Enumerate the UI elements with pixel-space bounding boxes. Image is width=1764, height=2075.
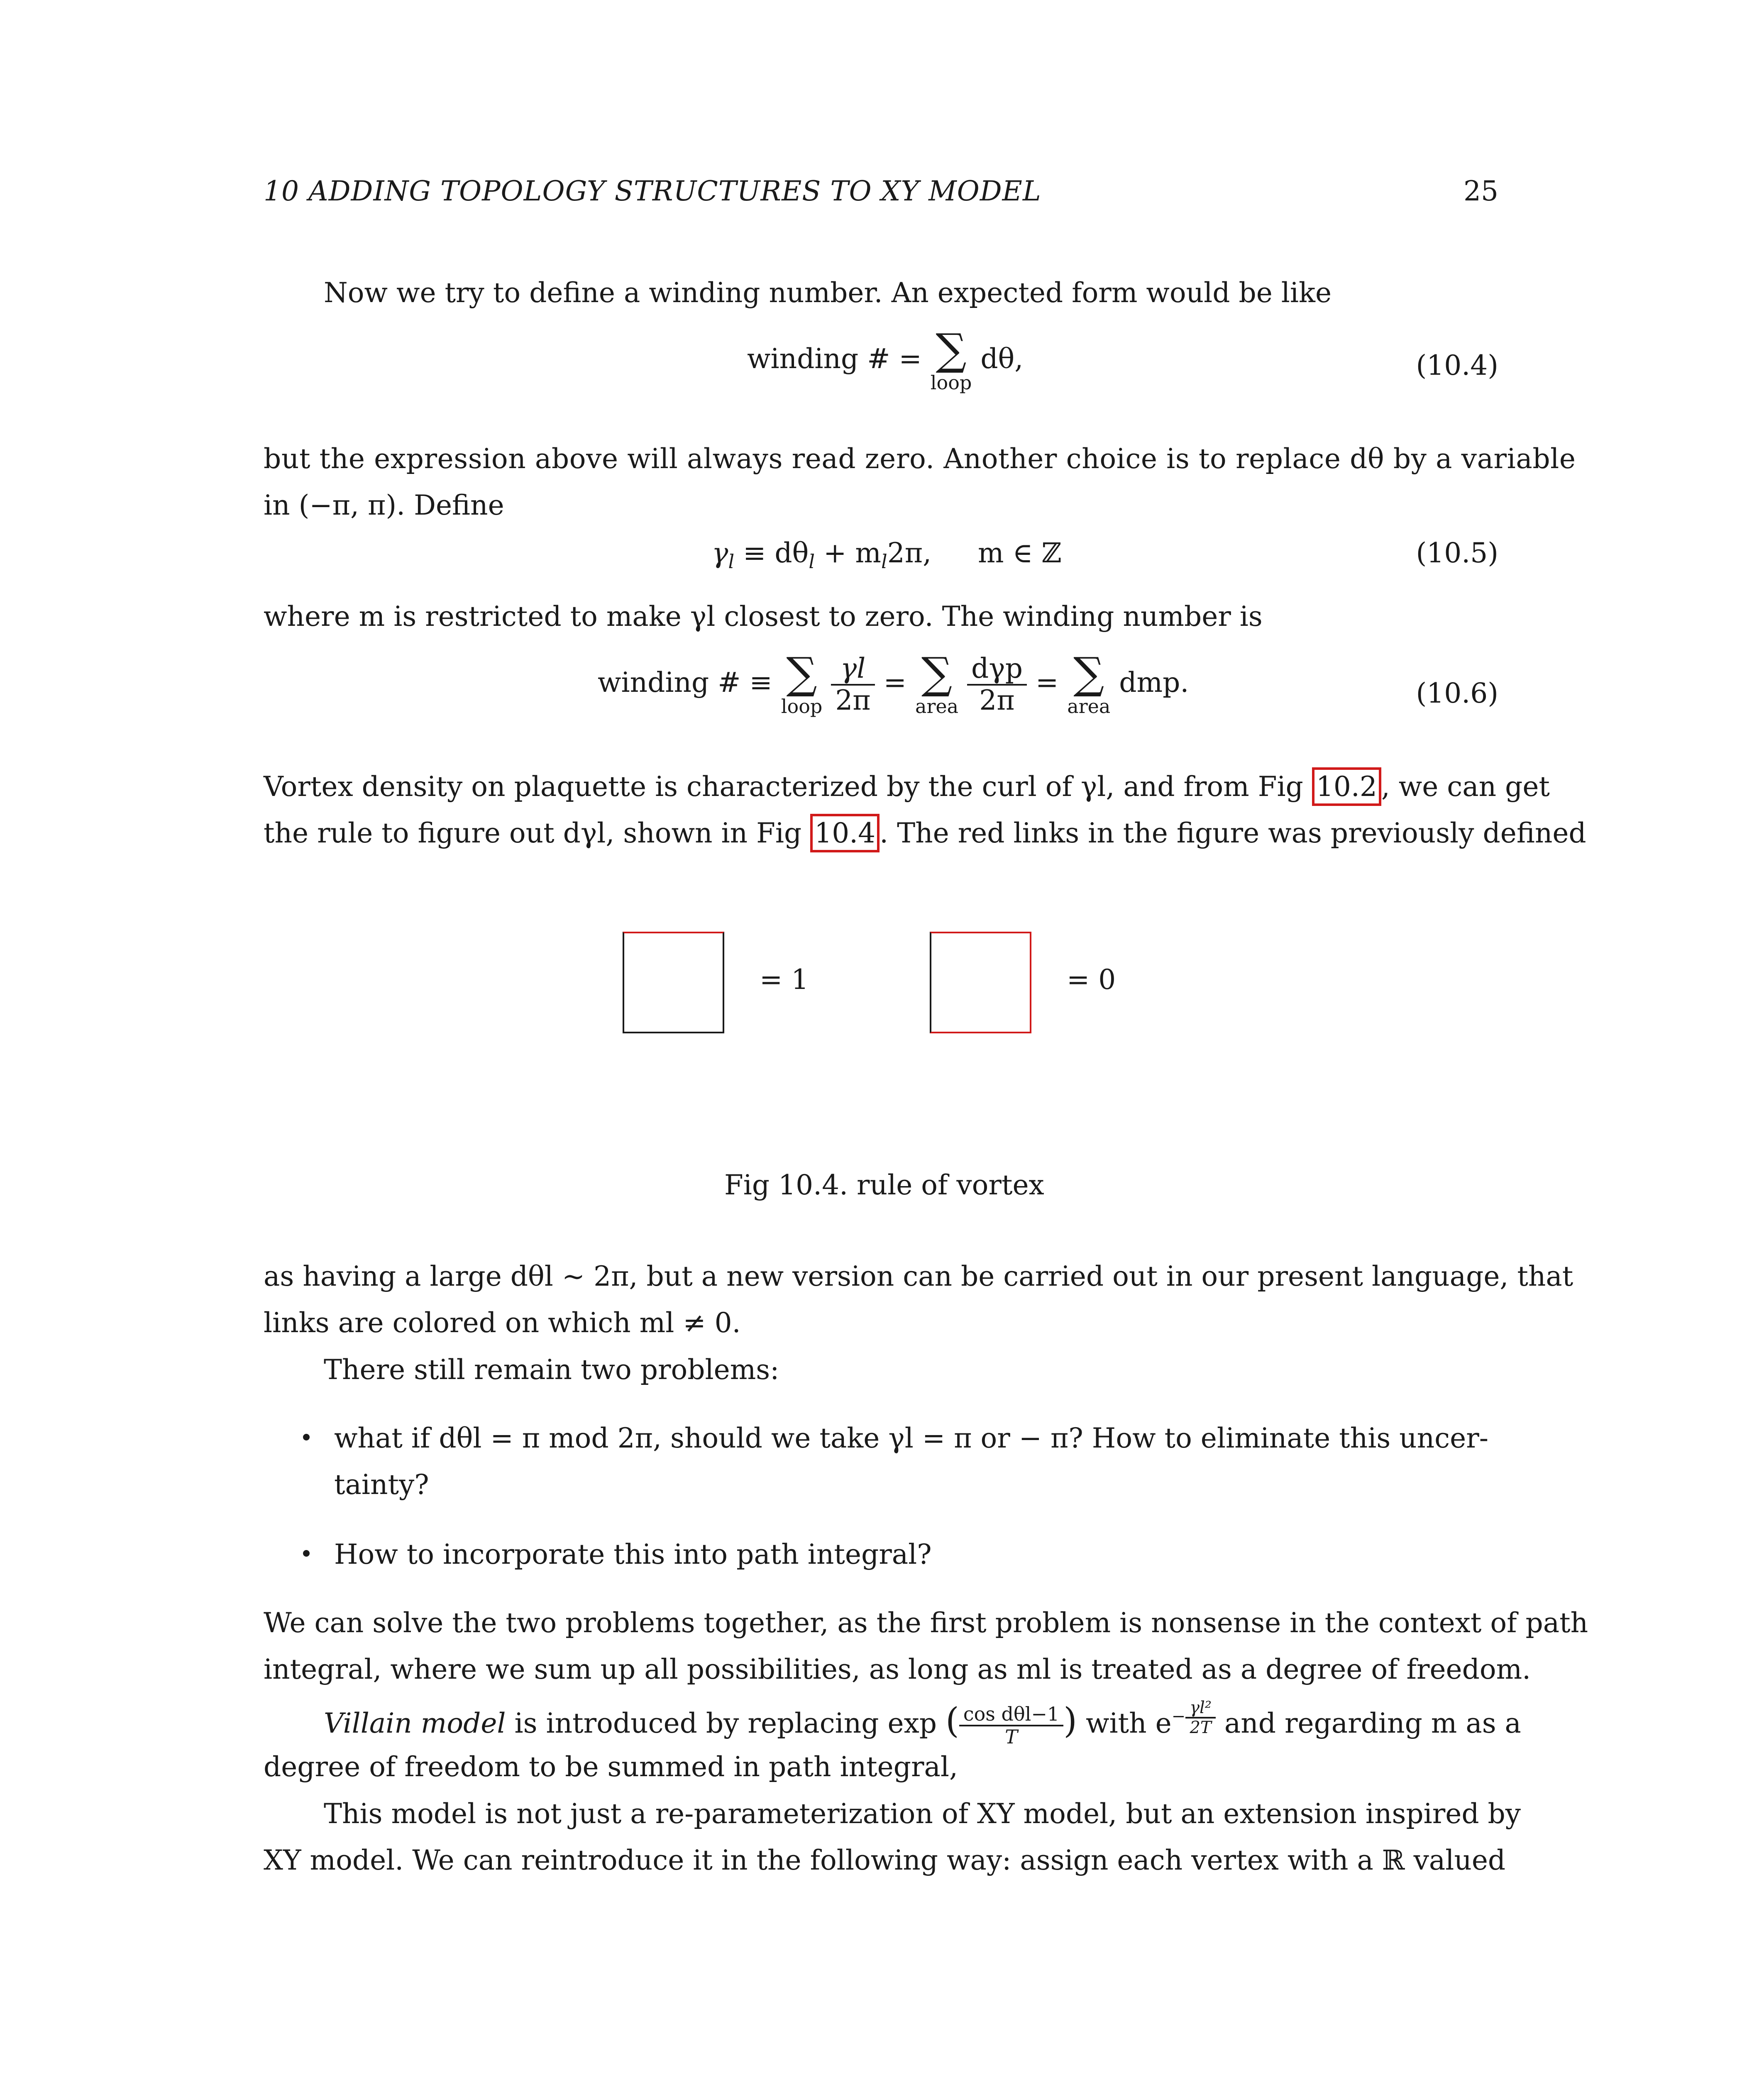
- fraction: [831, 654, 875, 715]
- paren: (: [946, 1700, 959, 1741]
- paragraph-line: as having a large dθl ∼ 2π, but a new version can be carried out in our present language, that: [264, 1260, 1573, 1292]
- fraction: [959, 1704, 1063, 1747]
- paren: ): [1063, 1700, 1077, 1741]
- fraction-numerator: γl: [831, 654, 875, 686]
- equation-10-5: [712, 530, 1062, 585]
- bullet-item-line: How to incorporate this into path integral?: [334, 1538, 932, 1570]
- gamma-symbol: γ: [712, 537, 728, 569]
- eq-10-6-last-term: dmp.: [1119, 666, 1189, 698]
- plaquette-right-value: = 0: [1067, 964, 1116, 996]
- bullet-marker: [303, 1550, 310, 1557]
- paragraph-line: [264, 764, 1550, 810]
- fraction-denominator: 2π: [979, 684, 1015, 716]
- paragraph-line: where m is restricted to make γl closest to zero. The winding number is: [264, 601, 1263, 632]
- equation-number-10-5: (10.5): [1416, 537, 1498, 569]
- sum-symbol: ∑: [786, 648, 817, 698]
- sum-symbol: ∑: [936, 324, 967, 375]
- paragraph-line: [264, 810, 1586, 857]
- sum-limit: area: [915, 695, 959, 718]
- equation-10-4: [747, 324, 1024, 394]
- eq-10-6-lhs: winding # ≡: [598, 666, 772, 698]
- figure-reference-link[interactable]: 10.4: [810, 814, 880, 852]
- fraction-numerator: dγp: [967, 654, 1027, 686]
- text-run: . The red links in the figure was previously defined: [880, 817, 1586, 849]
- paragraph-line: in (−π, π). Define: [264, 489, 504, 521]
- eq-10-4-lhs: winding # =: [747, 343, 922, 375]
- fraction-denominator: T: [1005, 1726, 1018, 1748]
- subscript: l: [881, 550, 887, 573]
- text-run: with e: [1085, 1707, 1172, 1739]
- bullet-marker: [303, 1434, 310, 1440]
- equation-number-10-6: (10.6): [1416, 677, 1498, 709]
- plaquette-left: [623, 932, 724, 1033]
- plus-term: + m: [823, 537, 881, 569]
- paragraph-line: This model is not just a re-parameterization of XY model, but an extension inspired by: [324, 1798, 1521, 1830]
- sum-operator: [930, 324, 972, 394]
- fraction-numerator: cos dθl−1: [959, 1704, 1063, 1726]
- plaquette-left-value: = 1: [760, 964, 809, 996]
- intro-paragraph: Now we try to define a winding number. An expected form would be like: [324, 277, 1332, 309]
- sum-operator: [1067, 648, 1111, 718]
- definition-operator: ≡ dθ: [743, 537, 809, 569]
- bullet-item-line: tainty?: [334, 1469, 429, 1501]
- paragraph-line: links are colored on which ml ≠ 0.: [264, 1307, 741, 1339]
- paragraph-line: but the expression above will always read zero. Another choice is to replace dθ by a variable: [264, 443, 1576, 475]
- subscript: l: [809, 550, 815, 573]
- fraction: [967, 654, 1027, 715]
- equation-number-10-4: (10.4): [1416, 349, 1498, 381]
- eq-10-4-rhs: dθ,: [980, 343, 1024, 375]
- paragraph-line: XY model. We can reintroduce it in the following way: assign each vertex with a ℝ valued: [264, 1844, 1506, 1876]
- sum-operator: [915, 648, 959, 718]
- sum-symbol: ∑: [1073, 648, 1104, 698]
- equals-sign: =: [883, 666, 906, 698]
- problems-intro: There still remain two problems:: [324, 1354, 779, 1386]
- sum-operator: [781, 648, 823, 718]
- paragraph-line: integral, where we sum up all possibilities, as long as ml is treated as a degree of freedom.: [264, 1653, 1531, 1685]
- sum-limit: area: [1067, 695, 1111, 718]
- text-run: the rule to figure out dγl, shown in Fig: [264, 817, 802, 849]
- fraction-numerator: γl²: [1185, 1699, 1216, 1719]
- fraction-denominator: 2π: [835, 684, 871, 716]
- two-pi: 2π,: [887, 537, 932, 569]
- text-run: is introduced by replacing exp: [514, 1707, 937, 1739]
- exponent: − $\frac{\text{γl²}}{2T}$: [1172, 1693, 1216, 1740]
- fraction: [1185, 1699, 1216, 1737]
- sum-limit: loop: [930, 371, 972, 394]
- sum-symbol: ∑: [921, 648, 953, 698]
- subscript: l: [728, 550, 735, 573]
- fraction-denominator: 2T: [1190, 1718, 1212, 1737]
- text-run: , we can get: [1381, 771, 1550, 803]
- paragraph-line: [324, 1693, 1521, 1748]
- bullet-item-line: what if dθl = π mod 2π, should we take γl = π or − π? How to eliminate this uncer-: [334, 1422, 1489, 1454]
- paragraph-line: degree of freedom to be summed in path integral,: [264, 1751, 958, 1783]
- figure-reference-link[interactable]: 10.2: [1312, 767, 1381, 806]
- running-header-title: 10 ADDING TOPOLOGY STRUCTURES TO XY MODEL: [264, 175, 1041, 207]
- equals-sign: =: [1035, 666, 1059, 698]
- text-run: and regarding m as a: [1224, 1707, 1521, 1739]
- text-run: Vortex density on plaquette is characterized by the curl of γl, and from Fig: [264, 771, 1303, 803]
- equation-10-6: [598, 648, 1189, 718]
- figure-caption: Fig 10.4. rule of vortex: [724, 1169, 1044, 1201]
- plaquette-right: [930, 932, 1031, 1033]
- sum-limit: loop: [781, 695, 823, 718]
- villain-model-term: Villain model: [324, 1707, 506, 1739]
- m-in-integers: m ∈ ℤ: [978, 537, 1062, 569]
- page-number: 25: [1463, 175, 1498, 207]
- paragraph-line: We can solve the two problems together, as the first problem is nonsense in the context of path: [264, 1607, 1588, 1639]
